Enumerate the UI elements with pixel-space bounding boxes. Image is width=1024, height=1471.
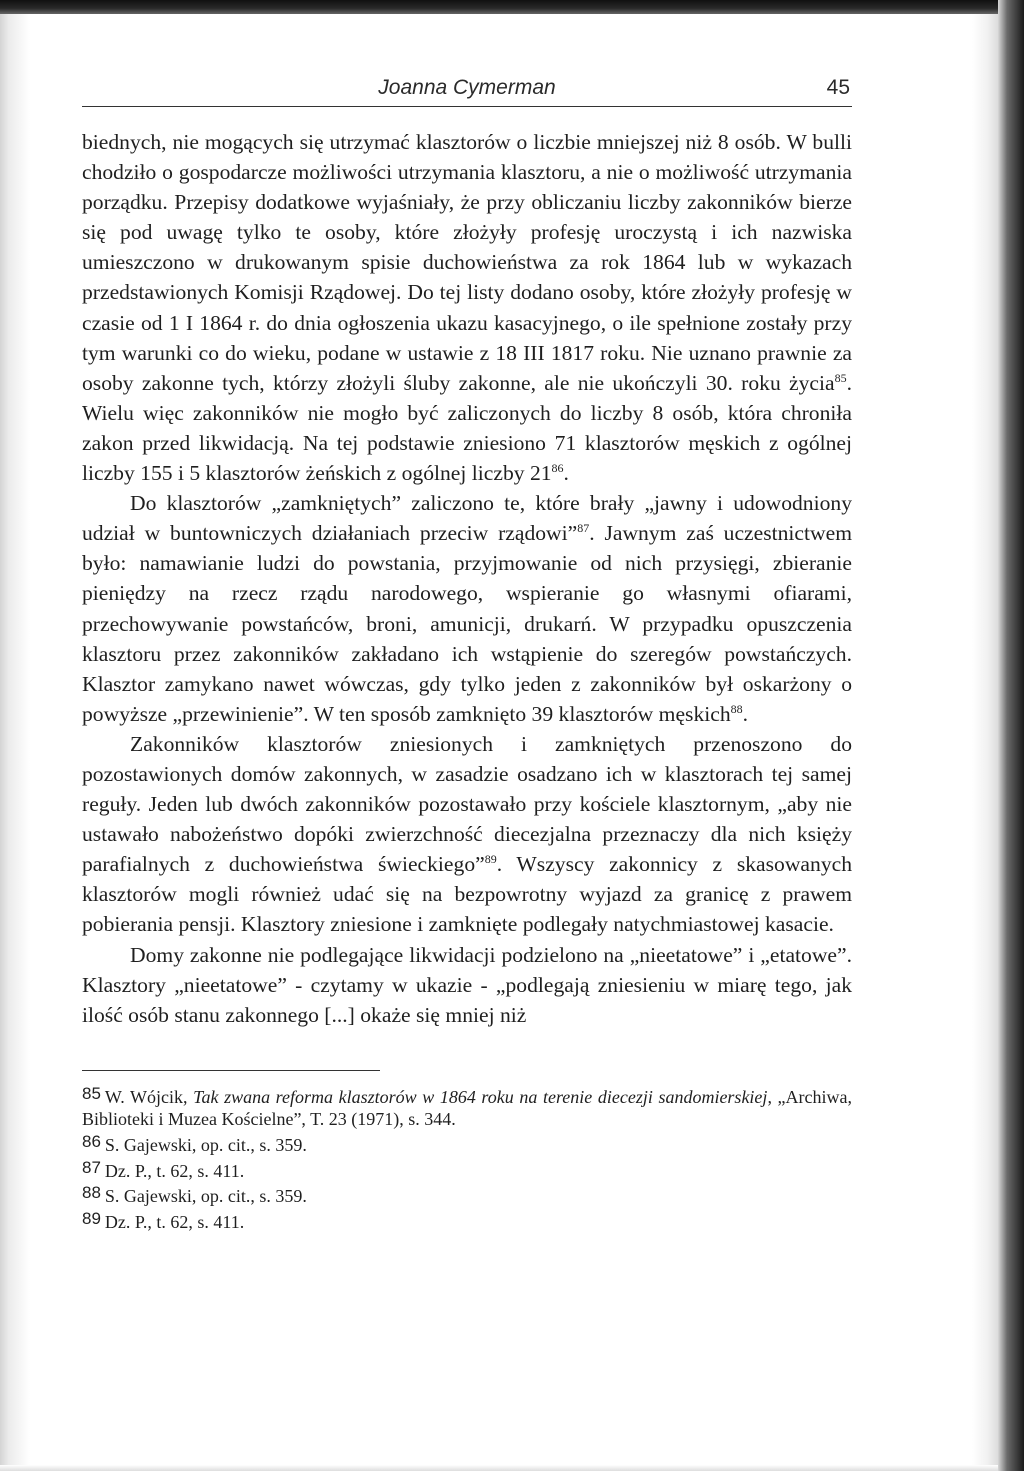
footnote-number: 88	[82, 1183, 101, 1203]
footnote-reference: 89	[484, 852, 497, 867]
paragraph-text: Domy zakonne nie podlegające likwidacji podzielono na „nieetatowe” i „etatowe”. Klasztory „nieetatowe” - czytamy w ukazie - „podlegają zniesieniu w miarę tego, jak ilość osób stanu zakonnego [...] okaże się mniej niż	[82, 942, 852, 1027]
footnote-number: 87	[82, 1157, 101, 1177]
footnote-text: W. Wójcik,	[104, 1086, 194, 1107]
paragraph-text: Zakonników klasztorów zniesionych i zamkniętych przenoszono do pozostawionych domów zakonnych, w zasadzie osadzano ich w klasztorach tej samej reguły. Jeden lub dwóch zakonników pozostawało przy kościele klasztornym, „aby nie ustawało nabożeństwo dopóki zwierzchność diecezjalna przeznaczy dla nich księży parafialnych z duchowieństwa świeckiego”	[82, 731, 852, 877]
footnote	[82, 1208, 852, 1234]
footnote	[82, 1182, 852, 1208]
footnote-reference: 88	[730, 701, 743, 716]
paragraph-text: Do klasztorów „zamkniętych” zaliczono te, które brały „jawny i udowodniony udział w buntowniczych działaniach przeciw rządowi”	[82, 491, 852, 546]
scan-edge-top	[0, 0, 1024, 14]
footnote-text: , „Archiwa, Biblioteki i Muzea Kościelne”, T. 23 (1971), s. 344.	[82, 1086, 852, 1130]
running-head	[82, 74, 852, 107]
footnotes	[82, 1083, 852, 1234]
paragraph-text: . Jawnym zaś uczestnictwem było: namawianie ludzi do powstania, przyjmowanie od nich przysięgi, zbieranie pieniędzy na rzecz rządu narodowego, wspieranie go własnymi ofiarami, przechowywanie powstańców, broni, amunicji, drukarń. W przypadku opuszczenia klasztoru przez zakonników zakładano ich wstąpienie do szeregów powstańczych. Klasztor zamykano nawet wówczas, gdy tylko jeden z zakonników był oskarżony o powyższe „przewinienie”. W ten sposób zamknięto 39 klasztorów męskich	[82, 521, 852, 726]
body-paragraph	[82, 729, 852, 940]
footnote-number: 85	[82, 1083, 101, 1103]
footnote-separator	[82, 1070, 380, 1071]
footnote-text: S. Gajewski, op. cit., s. 359.	[104, 1186, 307, 1207]
scan-edge-bottom	[0, 1465, 998, 1471]
body-paragraph	[82, 488, 852, 729]
footnote	[82, 1157, 852, 1183]
scan-edge-right	[998, 0, 1024, 1471]
book-edge-shadow	[972, 14, 998, 1471]
footnote	[82, 1083, 852, 1131]
body-text	[82, 127, 852, 1030]
paragraph-text: . Wszyscy zakonnicy z skasowanych klasztorów mogli również udać się na bezpowrotny wyjazd za granicę z prawem pobierania pensji. Klasztory zniesione i zamknięte podlegały natychmiastowej kasacie.	[82, 852, 852, 937]
paragraph-text: biednych, nie mogących się utrzymać klasztorów o liczbie mniejszej niż 8 osób. W bulli chodziło o gospodarcze możliwości utrzymania klasztoru, a nie o możliwość utrzymania porządku. Przepisy dodatkowe wyjaśniały, że przy obliczaniu liczby zakonników bierze się pod uwagę tylko te osoby, które złożyły profesję uroczystą i ich nazwiska umieszczono w drukowanym spisie duchowieństwa za rok 1864 lub w wykazach przedstawionych Komisji Rządowej. Do tej listy dodano osoby, które złożyły profesję w czasie od 1 I 1864 r. do dnia ogłoszenia ukazu kasacyjnego, o ile spełnione zostały przy tym warunki co do wieku, podane w ustawie z 18 III 1817 roku. Nie uznano prawnie za osoby zakonne tych, którzy złożyli śluby zakonne, ale nie ukończyli 30. roku życia	[82, 130, 852, 395]
running-head-author: Joanna Cymerman	[378, 76, 556, 99]
book-page	[82, 74, 852, 1233]
body-paragraph	[82, 940, 852, 1030]
footnote	[82, 1131, 852, 1157]
page-number: 45	[826, 76, 850, 99]
footnote-number: 89	[82, 1208, 101, 1228]
body-paragraph	[82, 127, 852, 488]
footnote-text: S. Gajewski, op. cit., s. 359.	[104, 1135, 307, 1155]
footnote-reference: 87	[577, 521, 590, 536]
paragraph-text: .	[742, 701, 749, 726]
scan-edge-left	[0, 14, 30, 1471]
footnote-number: 86	[82, 1132, 101, 1151]
footnote-text: Dz. P., t. 62, s. 411.	[104, 1160, 245, 1181]
footnote-title: Tak zwana reforma klasztorów w 1864 roku na terenie diecezji sandomierskiej	[193, 1086, 768, 1107]
paragraph-text: .	[563, 461, 569, 486]
footnote-reference: 86	[551, 461, 564, 476]
paragraph-text: . Wielu więc zakonników nie mogło być zaliczonych do liczby 8 osób, która chroniła zakon przed likwidacją. Na tej podstawie zniesiono 71 klasztorów męskich z ogólnej liczby 155 i 5 klasztorów żeńskich z ogólnej liczby 21	[82, 370, 852, 486]
footnote-text: Dz. P., t. 62, s. 411.	[104, 1211, 245, 1232]
footnote-reference: 85	[834, 370, 847, 385]
